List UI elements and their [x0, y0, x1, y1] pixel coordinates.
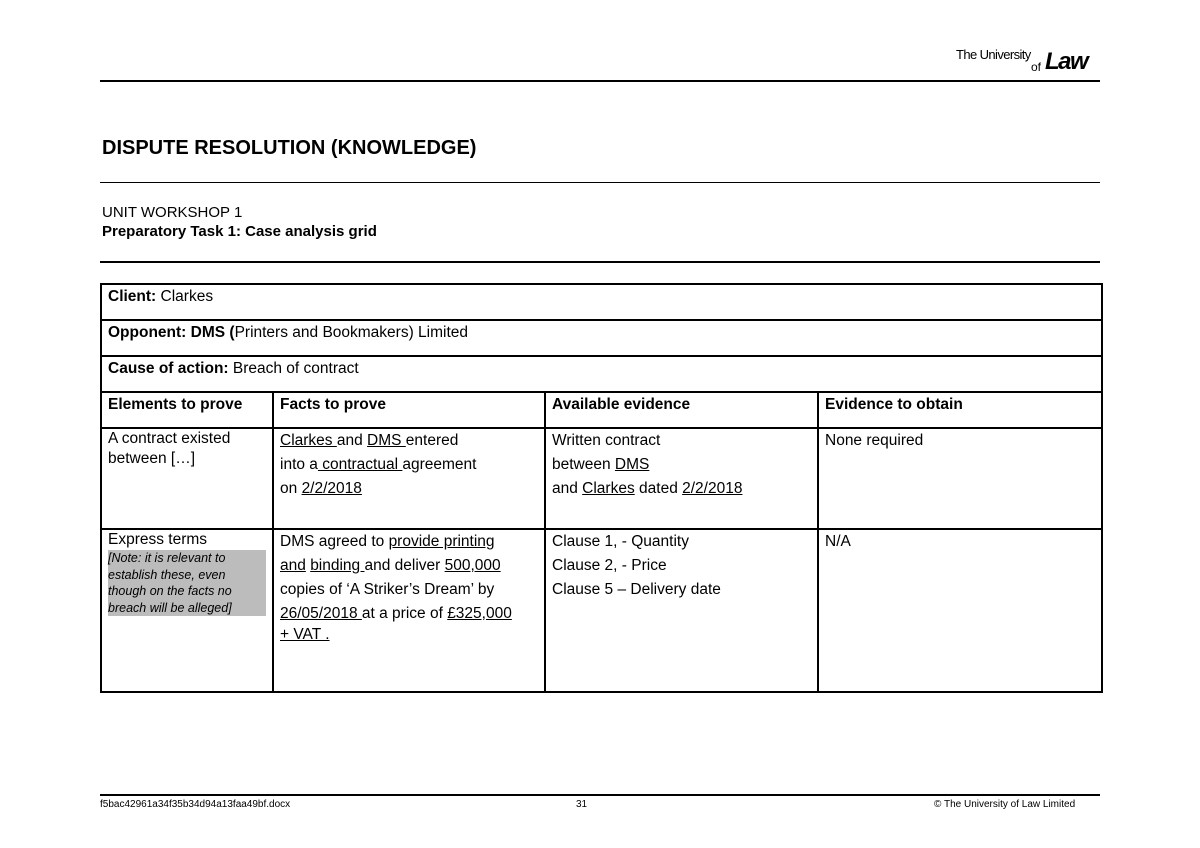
element-text: Express terms: [108, 531, 208, 548]
evidence-line: Clause 5 – Delivery date: [552, 581, 721, 598]
facts-line: copies of ‘A Striker’s Dream’ by: [280, 581, 495, 598]
obtain-cell: [818, 428, 1102, 529]
fact-text: entered: [405, 432, 459, 449]
evidence-party: Clarkes: [582, 480, 635, 497]
evidence-line: [552, 453, 811, 477]
obtain-text: None required: [825, 432, 924, 449]
fact-party: DMS: [367, 432, 406, 449]
fact-text: at a price of: [361, 605, 448, 622]
university-logo: [948, 44, 1100, 76]
element-cell: [101, 428, 273, 529]
fact-term: binding: [310, 557, 365, 574]
client-label: Client:: [108, 288, 157, 305]
obtain-cell: [818, 529, 1102, 692]
cause-row: [101, 356, 1102, 392]
fact-date: 26/05/2018: [280, 605, 362, 622]
cause-label: Cause of action:: [108, 360, 229, 377]
footer-copyright: © The University of Law Limited: [934, 799, 1076, 810]
footer-filename: f5bac42961a34f35b34d94a13faa49bf.docx: [100, 799, 291, 810]
cause-value: Breach of contract: [228, 360, 359, 377]
evidence-line: Written contract: [552, 432, 661, 449]
column-header: Available evidence: [545, 392, 818, 428]
fact-term: provide printing: [388, 533, 495, 550]
client-value: Clarkes: [156, 288, 214, 305]
fact-text: and: [336, 432, 368, 449]
header-row: [101, 392, 1102, 428]
header-divider: [100, 80, 1100, 82]
footer-divider: [100, 794, 1100, 796]
unit-heading: UNIT WORKSHOP 1: [102, 204, 243, 221]
fact-text: and deliver: [364, 557, 445, 574]
opponent-value: Printers and Bookmakers) Limited: [234, 324, 469, 341]
column-header: Facts to prove: [273, 392, 545, 428]
facts-line: [280, 602, 538, 626]
element-text: A contract existed between […]: [108, 430, 231, 467]
task-heading: Preparatory Task 1: Case analysis grid: [102, 223, 377, 240]
fact-date: 2/2/2018: [301, 480, 362, 497]
table-row: [101, 428, 1102, 529]
facts-line: [280, 626, 538, 644]
opponent-row: [101, 320, 1102, 356]
evidence-party: DMS: [614, 456, 650, 473]
element-cell: [101, 529, 273, 692]
note-text: [Note: it is relevant to establish these, even though on the facts no breach will be alleged]: [108, 550, 266, 616]
fact-term: contractual: [317, 456, 403, 473]
evidence-line: Clause 2, - Price: [552, 557, 667, 574]
cause-cell: [101, 356, 1102, 392]
evidence-line: Clause 1, - Quantity: [552, 533, 689, 550]
fact-price: £325,000: [447, 605, 512, 622]
opponent-label: Opponent: DMS (: [108, 324, 235, 341]
fact-text: DMS agreed to: [280, 533, 389, 550]
client-cell: [101, 284, 1102, 320]
obtain-text: N/A: [825, 533, 851, 550]
fact-text: into a: [280, 456, 318, 473]
logo-text-line1: The University: [956, 47, 1031, 62]
client-row: [101, 284, 1102, 320]
case-analysis-grid: [100, 283, 1103, 693]
evidence-text: and: [552, 480, 583, 497]
column-header: Evidence to obtain: [818, 392, 1102, 428]
fact-party: Clarkes: [280, 432, 337, 449]
title-divider: [100, 182, 1100, 183]
evidence-text: dated: [634, 480, 683, 497]
fact-text: agreement: [402, 456, 477, 473]
fact-vat: + VAT .: [280, 626, 330, 643]
fact-text: on: [280, 480, 302, 497]
fact-term: and: [280, 557, 306, 574]
facts-line: [280, 554, 538, 578]
logo-text-line3: Law: [1045, 48, 1088, 75]
evidence-text: between: [552, 456, 615, 473]
facts-line: [280, 453, 538, 477]
evidence-line: [552, 477, 811, 501]
document-title: DISPUTE RESOLUTION (KNOWLEDGE): [102, 137, 477, 159]
logo-text-line2: of: [1031, 60, 1042, 74]
evidence-cell: [545, 529, 818, 692]
footer-page-number: 31: [576, 799, 588, 810]
fact-quantity: 500,000: [444, 557, 501, 574]
facts-line: [280, 429, 538, 453]
evidence-cell: [545, 428, 818, 529]
task-divider: [100, 261, 1100, 263]
facts-line: [280, 530, 538, 554]
evidence-date: 2/2/2018: [682, 480, 743, 497]
facts-line: [280, 477, 538, 501]
column-header: Elements to prove: [101, 392, 273, 428]
facts-cell: [273, 428, 545, 529]
facts-cell: [273, 529, 545, 692]
opponent-cell: [101, 320, 1102, 356]
table-row: [101, 529, 1102, 692]
